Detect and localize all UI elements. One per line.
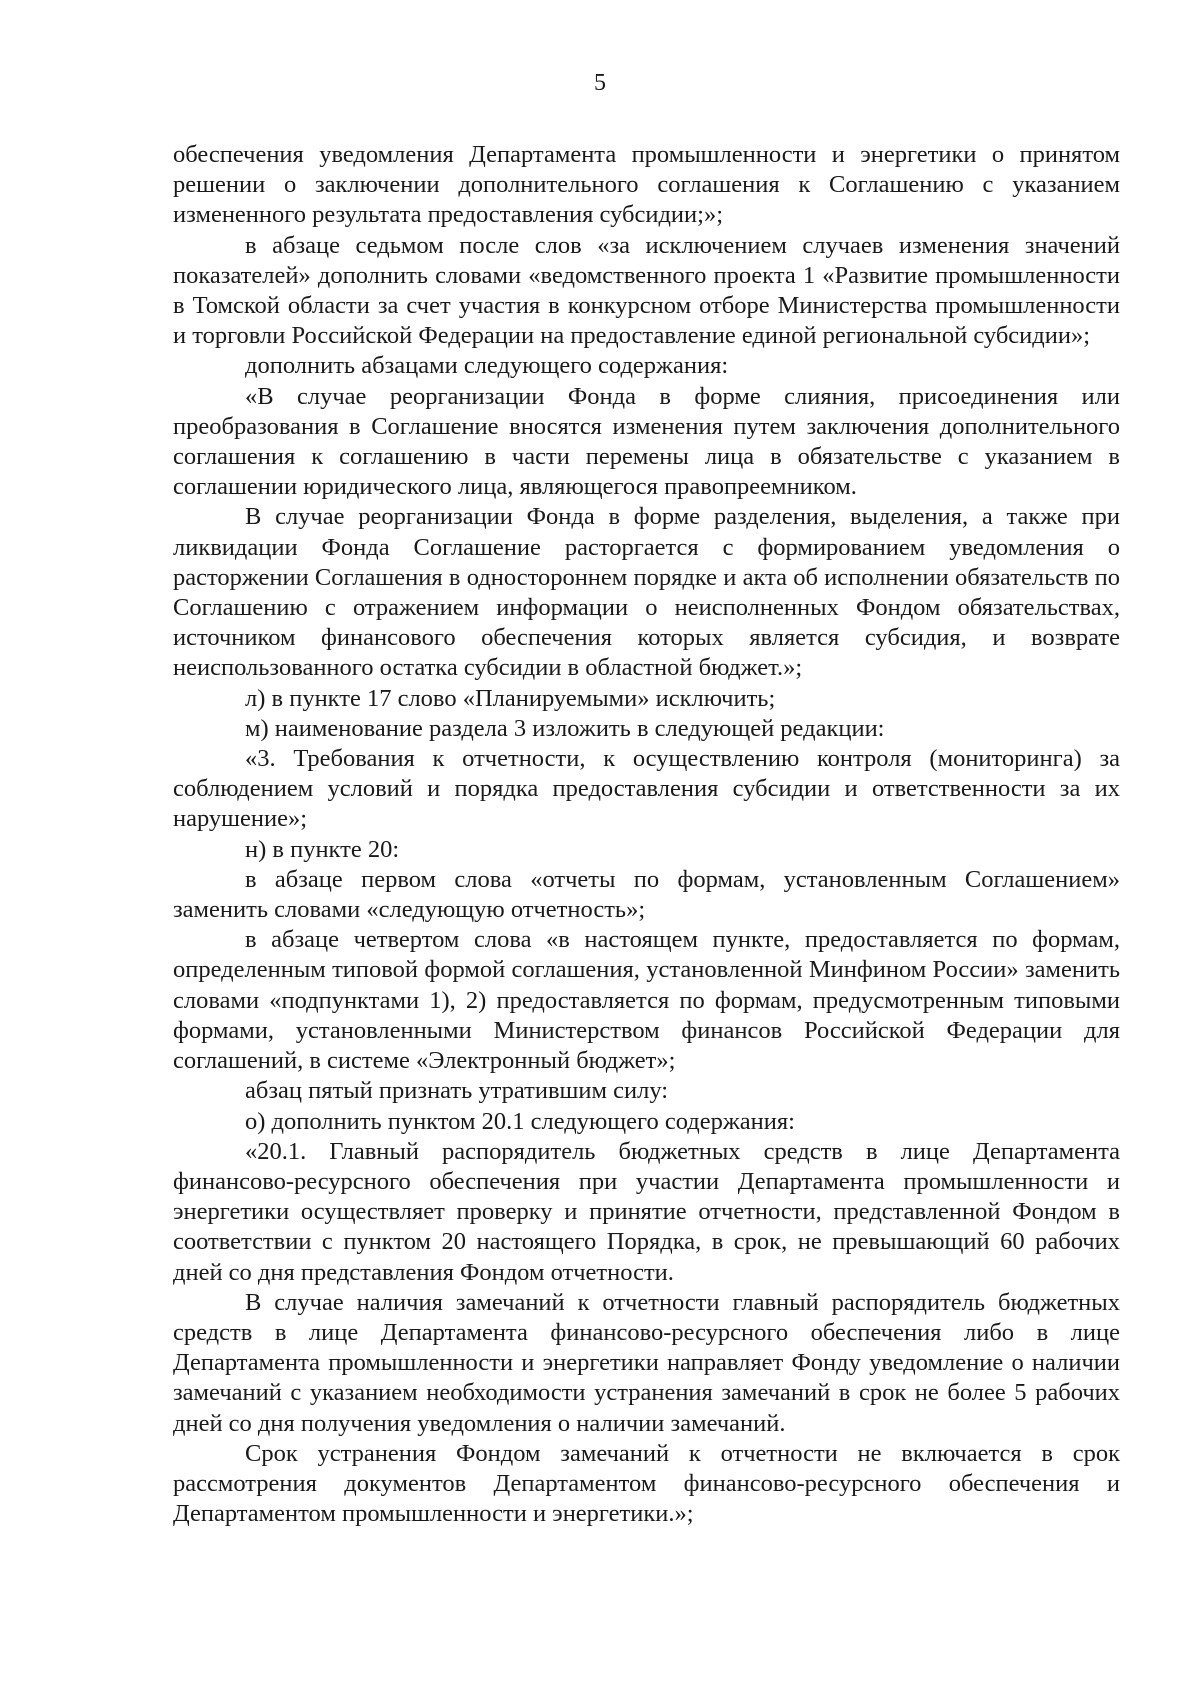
paragraph: дополнить абзацами следующего содержания: [245,352,729,380]
paragraph: в абзаце четвертом слова «в настоящем пункте, предоставляется по формам, определенным типовой формой соглашения, установленной Минфином России» заменить словами «подпунктами 1), 2) предоставляется по формам, предусмотренным типовыми формами, установленными Министерством финансов Российской Федерации для соглашений, в системе «Электронный бюджет»; [173,926,1120,1075]
paragraph: л) в пункте 17 слово «Планируемыми» исключить; [245,684,776,712]
paragraph: В случае реорганизации Фонда в форме разделения, выделения, а также при ликвидации Фонда Соглашение расторгается с формированием уведомления о расторжении Соглашения в одностороннем порядке и акта об исполнении обязательств по Соглашению с отражением информации о неисполненных Фондом обязательствах, источником финансового обеспечения которых является субсидия, и возврате неиспользованного остатка субсидии в областной бюджет.»; [173,503,1120,682]
page-number: 5 [594,70,606,96]
paragraph: о) дополнить пунктом 20.1 следующего содержания: [245,1107,795,1135]
paragraph: н) в пункте 20: [245,835,400,863]
paragraph: в абзаце седьмом после слов «за исключением случаев изменения значений показателей» дополнить словами «ведомственного проекта 1 «Развитие промышленности в Томской области за счет участия в конкурсном отборе Министерства промышленности и торговли Российской Федерации на предоставление единой региональной субсидии»; [173,231,1120,350]
paragraph: «20.1. Главный распорядитель бюджетных средств в лице Департамента финансово-ресурсного обеспечения при участии Департамента промышленности и энергетики осуществляет проверку и принятие отчетности, представленной Фондом в соответствии с пунктом 20 настоящего Порядка, в срок, не превышающий 60 рабочих дней со дня представления Фондом отчетности. [173,1137,1120,1286]
paragraph: В случае наличия замечаний к отчетности главный распорядитель бюджетных средств в лице Департамента финансово-ресурсного обеспечения либо в лице Департамента промышленности и энергетики направляет Фонду уведомление о наличии замечаний с указанием необходимости устранения замечаний в срок не более 5 рабочих дней со дня получения уведомления о наличии замечаний. [173,1288,1120,1437]
paragraph: абзац пятый признать утратившим силу: [245,1077,669,1105]
paragraph: «В случае реорганизации Фонда в форме слияния, присоединения или преобразования в Соглашение вносятся изменения путем заключения дополнительного соглашения к соглашению в части перемены лица в обязательстве с указанием в соглашении юридического лица, являющегося правопреемником. [173,382,1120,501]
paragraph: «3. Требования к отчетности, к осуществлению контроля (мониторинга) за соблюдением условий и порядка предоставления субсидии и ответственности за их нарушение»; [173,745,1120,833]
document-body [173,140,1120,1529]
paragraph: Срок устранения Фондом замечаний к отчетности не включается в срок рассмотрения документов Департаментом финансово-ресурсного обеспечения и Департаментом промышленности и энергетики.»; [173,1439,1120,1528]
paragraph: в абзаце первом слова «отчеты по формам, установленным Соглашением» заменить словами «следующую отчетность»; [173,865,1120,924]
paragraph: м) наименование раздела 3 изложить в следующей редакции: [245,714,885,742]
paragraph-continuation: обеспечения уведомления Департамента промышленности и энергетики о принятом решении о заключении дополнительного соглашения к Соглашению с указанием измененного результата предоставления субсидии;»; [173,141,1120,229]
